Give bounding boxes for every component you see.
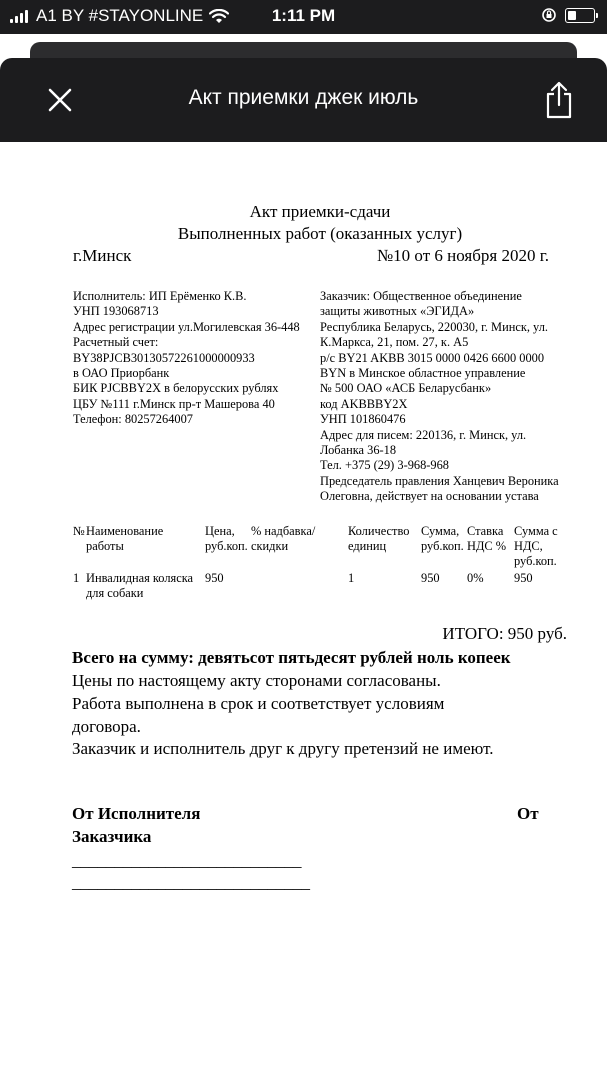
statement-prices: Цены по настоящему акту сторонами согласованы. [72, 671, 441, 690]
col-header-no: № [73, 524, 85, 538]
document-page [0, 142, 607, 1080]
col-header-qty-line: единиц [348, 539, 387, 554]
doc-title: Акт приемки-сдачи [249, 202, 391, 221]
col-header-sum-vat-line: НДС, [514, 539, 543, 554]
sign-executor-label: От Исполнителя [72, 804, 201, 823]
executor-line: Исполнитель: ИП Ерёменко К.В. [73, 289, 247, 303]
col-header-price-line: руб.коп. [205, 539, 248, 554]
col-header-markup [251, 524, 315, 554]
cell-price: 950 [205, 571, 224, 585]
col-header-qty-line: Количество [348, 524, 410, 538]
sign-customer-label-cont: Заказчика [72, 827, 152, 846]
col-header-price-line: Цена, [205, 524, 235, 538]
statement-claims: Заказчик и исполнитель друг к другу претензий не имеют. [72, 739, 494, 758]
signature-line-executor: ___________________________ [72, 851, 302, 870]
col-header-sum-vat-line: Сумма с [514, 524, 558, 538]
customer-line: BYN в Минское областное управление [320, 366, 526, 381]
col-header-vat-rate-line: НДС % [467, 539, 507, 554]
cell-name [86, 571, 193, 601]
executor-line: ЦБУ №111 г.Минск пр-т Машерова 40 [73, 396, 275, 411]
cell-vat-rate: 0% [467, 571, 484, 585]
document-viewer-header [0, 58, 607, 142]
customer-line: Олеговна, действует на основании устава [320, 489, 539, 504]
status-bar [0, 0, 607, 34]
col-header-name [86, 524, 163, 554]
col-header-sum-vat [514, 524, 558, 570]
col-header-markup-line: скидки [251, 539, 289, 554]
total: ИТОГО: 950 руб. [442, 624, 567, 643]
executor-line: BY38PJCB30130572261000000933 [73, 350, 255, 365]
col-header-sum-line: руб.коп. [421, 539, 464, 554]
col-header-qty [348, 524, 409, 554]
sign-customer-label: От [517, 804, 539, 823]
col-header-markup-line: % надбавка/ [251, 524, 316, 538]
col-header-price [205, 524, 248, 554]
executor-line: УНП 193068713 [73, 304, 159, 319]
customer-line: К.Маркса, 21, пом. 27, к. А5 [320, 335, 469, 350]
share-icon[interactable] [543, 80, 575, 120]
executor-line: Телефон: 80257264007 [73, 412, 193, 427]
customer-line: защиты животных «ЭГИДА» [320, 304, 475, 319]
customer-line: Заказчик: Общественное объединение [320, 289, 522, 303]
cell-sum: 950 [421, 571, 440, 585]
rotation-lock-icon [541, 7, 557, 23]
col-header-vat-rate [467, 524, 506, 554]
doc-number-date: №10 от 6 ноября 2020 г. [376, 246, 549, 265]
col-header-sum-line: Сумма, [421, 524, 460, 538]
statement-work-line2: договора. [72, 717, 141, 736]
document-title: Акт приемки джек июль [188, 86, 419, 109]
cell-name-line: Инвалидная коляска [86, 571, 194, 585]
executor-details [73, 289, 313, 428]
customer-details [320, 289, 580, 505]
customer-line: Председатель правления Ханцевич Вероника [320, 473, 559, 488]
col-header-name-line: Наименование [86, 524, 164, 538]
customer-line: Тел. +375 (29) 3-968-968 [320, 458, 450, 473]
cell-sum-vat: 950 [514, 571, 533, 585]
cell-no: 1 [73, 571, 80, 585]
battery-icon [565, 8, 595, 23]
executor-line: в ОАО Приорбанк [73, 366, 170, 381]
customer-line: Лобанка 36-18 [320, 443, 397, 458]
col-header-vat-rate-line: Ставка [467, 524, 504, 538]
status-time: 1:11 PM [271, 6, 336, 25]
customer-line: код AKBBBY2X [320, 396, 408, 411]
customer-line: р/с BY21 AKBB 3015 0000 0426 6600 0000 [320, 350, 545, 365]
customer-line: Адрес для писем: 220136, г. Минск, ул. [320, 427, 527, 442]
col-header-sum [421, 524, 464, 554]
cell-name-line: для собаки [86, 586, 144, 601]
customer-line: № 500 ОАО «АСБ Беларусбанк» [320, 381, 492, 396]
carrier-label: A1 BY #STAYONLINE [36, 6, 204, 25]
doc-subtitle: Выполненных работ (оказанных услуг) [177, 224, 463, 243]
col-header-name-line: работы [86, 539, 124, 554]
doc-city: г.Минск [73, 246, 132, 265]
total-in-words: Всего на сумму: девятьсот пятьдесят рублей ноль копеек [72, 648, 511, 667]
executor-line: БИК PJCBBY2X в белорусских рублях [73, 381, 279, 396]
executor-line: Адрес регистрации ул.Могилевская 36-448 [73, 319, 300, 334]
col-header-sum-vat-line: руб.коп. [514, 554, 557, 569]
executor-line: Расчетный счет: [73, 335, 159, 350]
signature-line-customer: ____________________________ [72, 873, 310, 892]
customer-line: Республика Беларусь, 220030, г. Минск, ул. [320, 319, 548, 334]
customer-line: УНП 101860476 [320, 412, 406, 427]
statement-work-line1: Работа выполнена в срок и соответствует условиям [72, 694, 445, 713]
cell-qty: 1 [348, 571, 355, 585]
